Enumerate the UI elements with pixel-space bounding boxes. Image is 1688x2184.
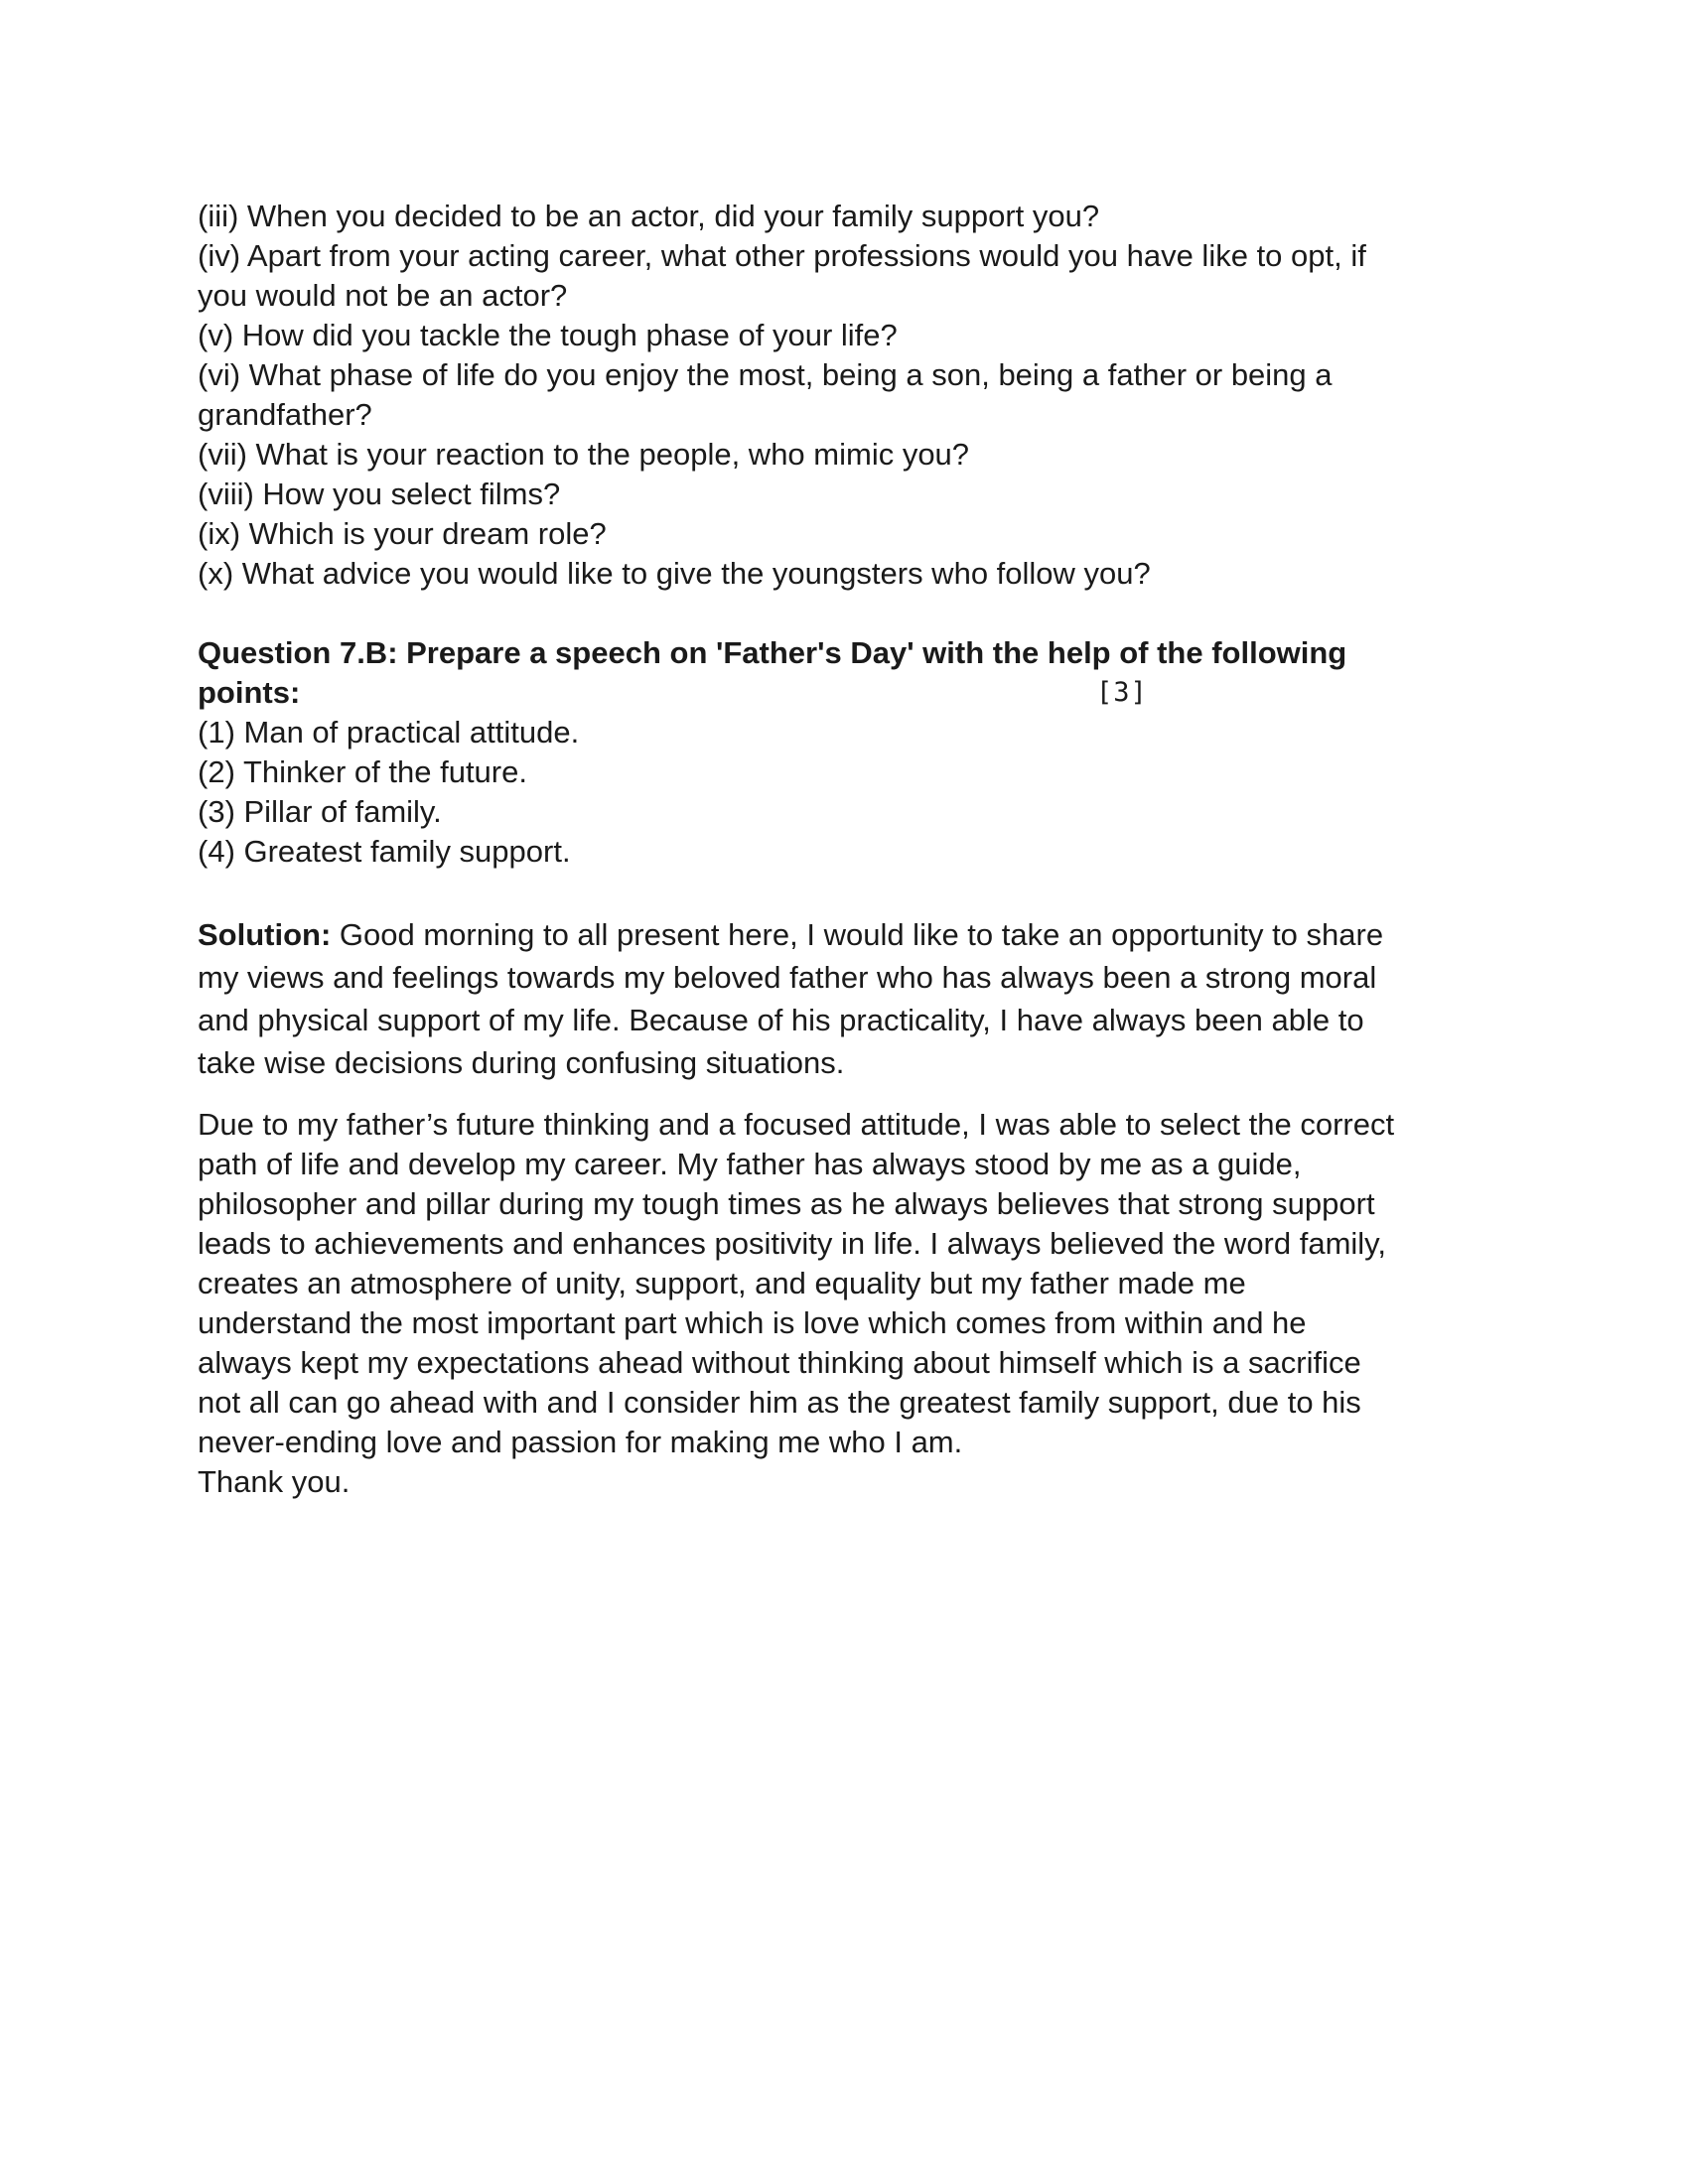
- solution-line: philosopher and pillar during my tough times as he always believes that strong support: [198, 1186, 1375, 1221]
- question-line: you would not be an actor?: [198, 278, 568, 313]
- solution-line: understand the most important part which is love which comes from within and he: [198, 1305, 1307, 1340]
- solution-line: and physical support of my life. Because of his practicality, I have always been able to: [198, 1003, 1364, 1037]
- question-line: grandfather?: [198, 397, 372, 432]
- interview-questions-list: [198, 197, 1498, 594]
- question-line: (vii) What is your reaction to the people, who mimic you?: [198, 437, 970, 472]
- question-7b-title-end: points:: [198, 675, 301, 710]
- question-line: (viii) How you select films?: [198, 477, 561, 511]
- question-7b-title-continued: [198, 673, 1498, 713]
- question-7b-title: Question 7.B: Prepare a speech on 'Father's Day' with the help of the following: [198, 635, 1347, 670]
- question-line: (x) What advice you would like to give the youngsters who follow you?: [198, 556, 1151, 591]
- solution-label: Solution:: [198, 917, 332, 952]
- solution-section: [198, 913, 1498, 1502]
- solution-paragraph-1: [198, 913, 1498, 1084]
- solution-line: creates an atmosphere of unity, support, and equality but my father made me: [198, 1266, 1246, 1300]
- solution-paragraph-2: [198, 1105, 1498, 1502]
- question-line: (ix) Which is your dream role?: [198, 516, 607, 551]
- question-line: (v) How did you tackle the tough phase of your life?: [198, 318, 898, 352]
- solution-line: Due to my father’s future thinking and a focused attitude, I was able to select the correct: [198, 1107, 1395, 1142]
- speech-point: (3) Pillar of family.: [198, 794, 442, 829]
- marks-label: [3]: [1096, 677, 1148, 708]
- solution-line: always kept my expectations ahead without thinking about himself which is a sacrifice: [198, 1345, 1361, 1380]
- speech-point: (1) Man of practical attitude.: [198, 715, 580, 750]
- solution-line: leads to achievements and enhances positivity in life. I always believed the word family,: [198, 1226, 1386, 1261]
- speech-point: (4) Greatest family support.: [198, 834, 571, 869]
- question-7b-section: [198, 633, 1498, 872]
- page-content: [198, 197, 1498, 1502]
- question-line: (iv) Apart from your acting career, what other professions would you have like to opt, if: [198, 238, 1366, 273]
- speech-point: (2) Thinker of the future.: [198, 754, 527, 789]
- solution-first-line: [198, 913, 1498, 956]
- speech-points-list: [198, 713, 1498, 872]
- closing-line: Thank you.: [198, 1464, 351, 1499]
- solution-line: my views and feelings towards my beloved father who has always been a strong moral: [198, 960, 1377, 995]
- question-line: (iii) When you decided to be an actor, did your family support you?: [198, 199, 1100, 233]
- solution-line: not all can go ahead with and I consider him as the greatest family support, due to his: [198, 1385, 1361, 1420]
- solution-first-line-text: Good morning to all present here, I would like to take an opportunity to share: [331, 917, 1384, 952]
- solution-line: take wise decisions during confusing situations.: [198, 1045, 845, 1080]
- question-line: (vi) What phase of life do you enjoy the most, being a son, being a father or being a: [198, 357, 1333, 392]
- solution-line: path of life and develop my career. My father has always stood by me as a guide,: [198, 1147, 1302, 1181]
- solution-line: never-ending love and passion for making me who I am.: [198, 1425, 963, 1459]
